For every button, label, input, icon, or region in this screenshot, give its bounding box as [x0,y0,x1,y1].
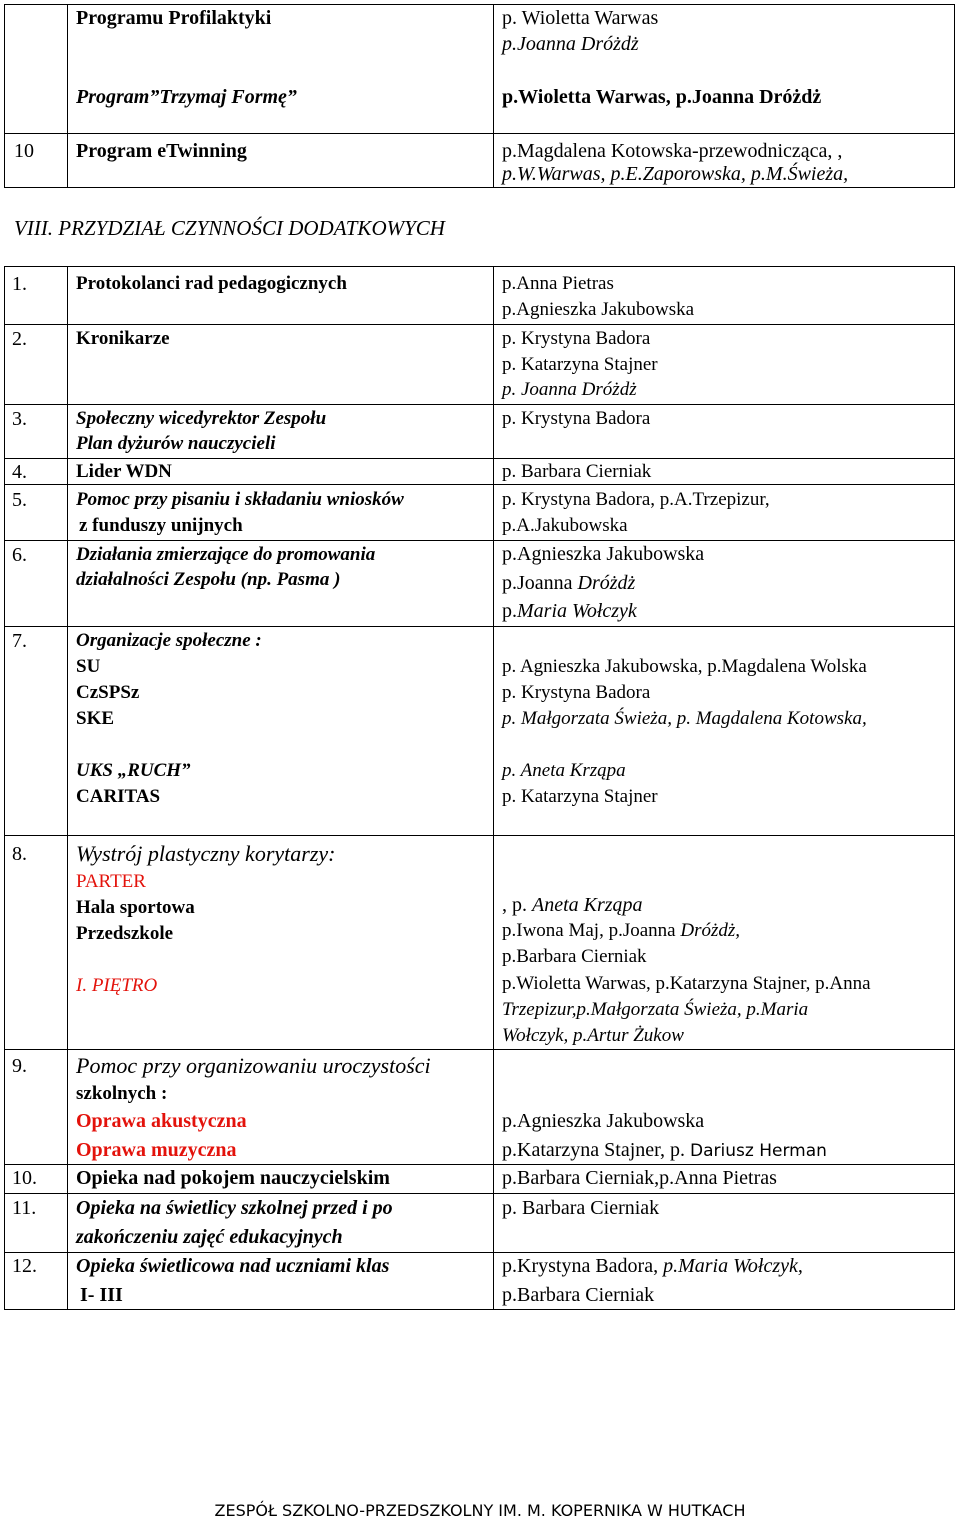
table-border [4,4,955,5]
person-name: p.Anna Pietras [502,273,614,294]
table-border [4,626,955,627]
name-part: p.Iwona Maj, p.Joanna [502,920,681,941]
person-name: p. Krystyna Badora [502,408,651,429]
person-name: p.Agnieszka Jakubowska [502,543,705,565]
table-border [4,484,955,485]
row-label: Kronikarze [76,328,170,349]
name-part: p.Krystyna Badora, [502,1255,664,1277]
org-item: CzSPSz [76,682,140,703]
org-item: SU [76,656,101,677]
row-number: 9. [12,1055,27,1077]
row-number: 11. [12,1197,37,1219]
person-name: p.Barbara Cierniak,p.Anna Pietras [502,1167,777,1189]
person-name: p.Wioletta Warwas, p.Katarzyna Stajner, p.Anna [502,973,871,994]
row-label: Pomoc przy organizowaniu uroczystości [76,1053,431,1078]
row-number: 10 [14,140,34,162]
table-border [4,404,955,405]
table-border [4,266,955,267]
row-label: Program”Trzymaj Formę” [76,86,297,108]
name-part: Aneta Krząpa [532,894,643,916]
name-part: p.Maria Wołczyk, [663,1255,803,1277]
row-label: Działania zmierzające do promowania [76,544,376,565]
person-name: p. Aneta Krząpa [502,760,626,781]
name-part: Dróżdż [577,572,636,594]
person-name [502,1139,827,1162]
row-number: 12. [12,1255,37,1277]
area-label: Oprawa muzyczna [76,1139,237,1161]
row-label: z funduszy unijnych [79,515,243,536]
person-name: p. Wioletta Warwas [502,7,659,29]
row-label: Lider WDN [76,461,172,482]
name-part: Dariusz Herman [690,1141,827,1161]
table-border [4,266,5,1309]
area-label: PARTER [76,871,146,892]
name-part: p.Katarzyna Stajner, p. [502,1139,691,1161]
row-number: 6. [12,544,27,566]
row-number: 3. [12,408,27,430]
table-border [4,187,955,188]
row-label: Program eTwinning [76,140,247,162]
person-name: p. Barbara Cierniak [502,1197,660,1219]
org-item: SKE [76,708,115,729]
person-name: p.Barbara Cierniak [502,1284,655,1306]
table-border [4,133,955,134]
table-border [4,1193,955,1194]
area-label: I. PIĘTRO [76,975,158,996]
name-part: p. [502,600,517,622]
person-name: Wołczyk, p.Artur Żukow [502,1025,684,1046]
row-label: Opieka nad pokojem nauczycielskim [76,1167,390,1189]
name-part: , p. [502,894,532,916]
table-border [4,1049,955,1050]
table-border [4,540,955,541]
person-name: p. Katarzyna Stajner [502,354,658,375]
person-name: p.A.Jakubowska [502,515,628,536]
person-name: p. Katarzyna Stajner [502,786,658,807]
person-name: p. Małgorzata Świeża, p. Magdalena Kotowska, [502,708,867,729]
row-number: 7. [12,630,27,652]
table-border [954,266,955,1309]
row-number: 8. [12,843,27,865]
person-name: Trzepizur,p.Małgorzata Świeża, p.Maria [502,999,809,1020]
table-border [954,4,955,187]
person-name: p. Agnieszka Jakubowska, p.Magdalena Wolska [502,656,867,677]
table-border [4,324,955,325]
table-border [4,1309,955,1310]
table-border [4,835,955,836]
page-footer: ZESPÓŁ SZKOLNO-PRZEDSZKOLNY IM. M. KOPERNIKA W HUTKACH [214,1501,746,1520]
table-border [4,1252,955,1253]
row-label: zakończeniu zajęć edukacyjnych [76,1226,343,1248]
person-name [502,572,635,595]
org-item: CARITAS [76,786,161,807]
row-number: 4. [12,461,27,483]
person-name: p. Krystyna Badora [502,682,651,703]
row-label: Organizacje społeczne : [76,630,262,651]
area-label: Przedszkole [76,923,174,944]
table-border [4,1164,955,1165]
name-part: p.Joanna [502,572,578,594]
person-name: p. Krystyna Badora [502,328,651,349]
name-part: Dróżdż, [680,920,741,941]
row-number: 2. [12,328,27,350]
person-name: p.Agnieszka Jakubowska [502,299,695,320]
row-label: szkolnych : [76,1083,168,1104]
table-border [67,4,68,187]
row-label: Pomoc przy pisaniu i składaniu wniosków [76,489,404,510]
row-label: Opieka na świetlicy szkolnej przed i po [76,1197,393,1219]
row-label: Protokolanci rad pedagogicznych [76,273,347,294]
table-border [67,266,68,1309]
area-label: Hala sportowa [76,897,195,918]
person-name: p. Barbara Cierniak [502,461,652,482]
person-name: p.Wioletta Warwas, p.Joanna Dróżdż [502,86,822,108]
person-name: p.Joanna Dróżdż [502,33,639,55]
area-label: Oprawa akustyczna [76,1110,247,1132]
row-label: Programu Profilaktyki [76,7,272,29]
person-name: p.Barbara Cierniak [502,946,647,967]
section-title: VIII. PRZYDZIAŁ CZYNNOŚCI DODATKOWYCH [14,216,445,240]
table-border [4,4,5,187]
table-border [493,4,494,187]
person-name: p.Agnieszka Jakubowska [502,1110,705,1132]
row-number: 10. [12,1167,37,1189]
table-border [4,458,955,459]
person-name [502,600,637,623]
row-label: Plan dyżurów nauczycieli [76,433,276,454]
table-border [493,266,494,1309]
person-name [502,920,740,942]
row-label: Społeczny wicedyrektor Zespołu [76,408,327,429]
row-number: 1. [12,273,27,295]
row-number: 5. [12,489,27,511]
row-label: Wystrój plastyczny korytarzy: [76,841,336,866]
org-item: UKS „RUCH” [76,760,191,781]
person-name: p.W.Warwas, p.E.Zaporowska, p.M.Świeża, [502,163,849,185]
row-label: I- III [80,1284,123,1306]
person-name [502,1255,803,1278]
name-part: Maria Wołczyk [517,600,637,622]
row-label: działalności Zespołu (np. Pasma ) [76,569,341,590]
row-label: Opieka świetlicowa nad uczniami klas [76,1255,390,1277]
person-name [502,894,643,917]
person-name: p. Joanna Dróżdż [502,379,637,400]
person-name: p. Krystyna Badora, p.A.Trzepizur, [502,489,770,510]
person-name: p.Magdalena Kotowska-przewodnicząca, , [502,140,843,162]
